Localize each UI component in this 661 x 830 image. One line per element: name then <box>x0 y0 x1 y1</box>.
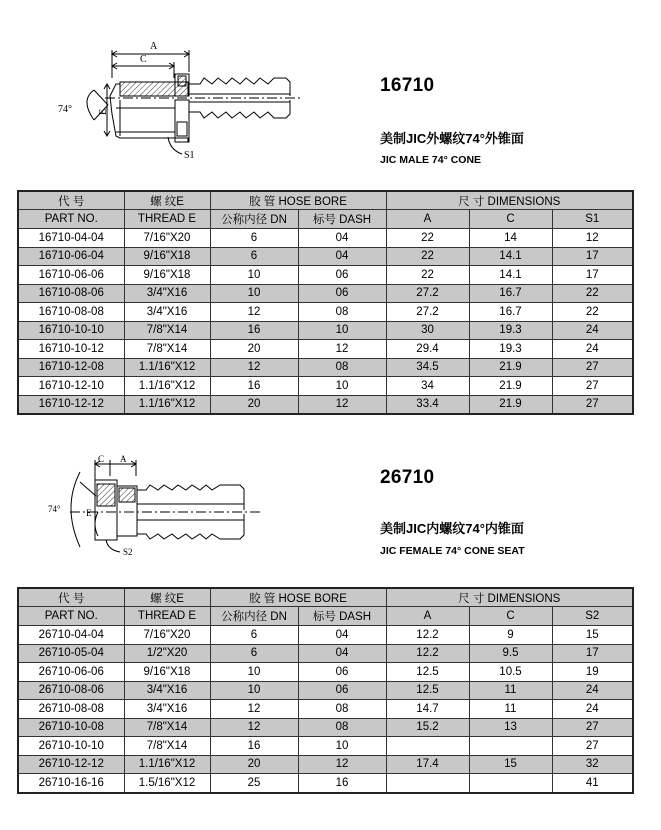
cell-dim-c: 16.7 <box>469 303 552 322</box>
cell-dim-s: 41 <box>552 774 633 793</box>
cell-thread: 3/4"X16 <box>124 284 210 303</box>
table-row <box>18 358 633 377</box>
dim-e-label: E <box>86 508 92 518</box>
cell-dim-c: 16.7 <box>469 284 552 303</box>
cell-dim-a <box>386 774 469 793</box>
spec-table-female <box>17 587 634 794</box>
cell-thread: 9/16"X18 <box>124 247 210 266</box>
cell-dn: 16 <box>210 737 298 756</box>
table-row <box>18 681 633 700</box>
cell-part-no: 16710-12-12 <box>18 395 124 414</box>
cell-dim-a: 22 <box>386 229 469 248</box>
cell-dim-s: 24 <box>552 700 633 719</box>
cell-dim-a: 17.4 <box>386 755 469 774</box>
cell-part-no: 16710-10-10 <box>18 321 124 340</box>
cell-dim-c: 15 <box>469 755 552 774</box>
cell-part-no: 16710-04-04 <box>18 229 124 248</box>
cell-dn: 12 <box>210 358 298 377</box>
cell-dash: 16 <box>298 774 386 793</box>
header-dimensions: 尺 寸 DIMENSIONS <box>386 191 633 210</box>
cell-dash: 12 <box>298 395 386 414</box>
header-part-no-cn: 代 号 <box>18 191 124 210</box>
cell-dash: 08 <box>298 358 386 377</box>
cell-dim-s: 27 <box>552 718 633 737</box>
cell-dim-c: 11 <box>469 681 552 700</box>
cell-dim-c: 14 <box>469 229 552 248</box>
table-row <box>18 718 633 737</box>
cell-part-no: 16710-08-06 <box>18 284 124 303</box>
dim-c-label: C <box>98 454 105 464</box>
cell-part-no: 16710-12-10 <box>18 377 124 396</box>
cell-part-no: 16710-12-08 <box>18 358 124 377</box>
cell-thread: 9/16"X18 <box>124 663 210 682</box>
cell-dn: 12 <box>210 303 298 322</box>
cell-dash: 06 <box>298 681 386 700</box>
cell-dim-a: 12.2 <box>386 626 469 645</box>
header-part-no: PART NO. <box>18 607 124 626</box>
cell-dim-a: 12.5 <box>386 681 469 700</box>
title-english-2: JIC FEMALE 74° CONE SEAT <box>380 545 525 557</box>
cell-part-no: 26710-12-12 <box>18 755 124 774</box>
cell-dim-c: 11 <box>469 700 552 719</box>
table-row <box>18 284 633 303</box>
cell-dash: 10 <box>298 737 386 756</box>
angle-label: 74° <box>58 104 72 115</box>
title-chinese-2: 美制JIC内螺纹74°内锥面 <box>380 521 524 536</box>
male-fitting-drawing <box>50 38 310 168</box>
cell-dash: 12 <box>298 755 386 774</box>
hex-size-label: S2 <box>123 547 133 557</box>
cell-thread: 1.1/16"X12 <box>124 358 210 377</box>
header-c: C <box>469 607 552 626</box>
cell-dash: 10 <box>298 321 386 340</box>
cell-dim-c: 14.1 <box>469 247 552 266</box>
angle-label: 74° <box>48 504 61 514</box>
cell-thread: 9/16"X18 <box>124 266 210 285</box>
table-row <box>18 774 633 793</box>
table-row <box>18 321 633 340</box>
cell-part-no: 16710-06-06 <box>18 266 124 285</box>
cell-dim-c: 13 <box>469 718 552 737</box>
cell-dn: 10 <box>210 284 298 303</box>
cell-dn: 10 <box>210 266 298 285</box>
cell-dim-c <box>469 774 552 793</box>
header-a: A <box>386 210 469 229</box>
cell-dash: 06 <box>298 266 386 285</box>
cell-dim-s: 15 <box>552 626 633 645</box>
table-row <box>18 700 633 719</box>
header-part-no: PART NO. <box>18 210 124 229</box>
header-dn: 公称内径 DN <box>210 607 298 626</box>
cell-dim-s: 17 <box>552 644 633 663</box>
cell-thread: 1.1/16"X12 <box>124 755 210 774</box>
cell-dn: 20 <box>210 755 298 774</box>
cell-part-no: 26710-10-08 <box>18 718 124 737</box>
table-row <box>18 229 633 248</box>
title-english: JIC MALE 74° CONE <box>380 154 482 166</box>
table-row <box>18 626 633 645</box>
cell-thread: 3/4"X16 <box>124 303 210 322</box>
cell-dn: 6 <box>210 626 298 645</box>
cell-dim-s: 17 <box>552 247 633 266</box>
header-thread: THREAD E <box>124 607 210 626</box>
table-row <box>18 266 633 285</box>
cell-thread: 1.1/16"X12 <box>124 377 210 396</box>
cell-part-no: 16710-08-08 <box>18 303 124 322</box>
cell-part-no: 26710-04-04 <box>18 626 124 645</box>
cell-dim-a: 15.2 <box>386 718 469 737</box>
cell-dash: 06 <box>298 663 386 682</box>
cell-dim-c: 9 <box>469 626 552 645</box>
cell-dim-c: 10.5 <box>469 663 552 682</box>
header-s: S1 <box>552 210 633 229</box>
header-dn: 公称内径 DN <box>210 210 298 229</box>
header-part-no-cn: 代 号 <box>18 588 124 607</box>
cell-dn: 16 <box>210 321 298 340</box>
dim-a-label: A <box>150 41 158 52</box>
cell-dim-a: 12.2 <box>386 644 469 663</box>
cell-dim-a: 33.4 <box>386 395 469 414</box>
cell-thread: 7/8"X14 <box>124 718 210 737</box>
header-a: A <box>386 607 469 626</box>
cell-dim-c: 21.9 <box>469 377 552 396</box>
cell-dim-s: 12 <box>552 229 633 248</box>
table-row <box>18 663 633 682</box>
cell-dim-c <box>469 737 552 756</box>
cell-dash: 08 <box>298 700 386 719</box>
header-thread-cn: 螺 纹E <box>124 191 210 210</box>
header-c: C <box>469 210 552 229</box>
table-row <box>18 303 633 322</box>
cell-dim-a <box>386 737 469 756</box>
cell-dim-c: 19.3 <box>469 340 552 359</box>
cell-dim-a: 27.2 <box>386 303 469 322</box>
cell-part-no: 26710-06-06 <box>18 663 124 682</box>
title-chinese: 美制JIC外螺纹74°外锥面 <box>380 131 524 146</box>
cell-thread: 3/4"X16 <box>124 700 210 719</box>
table-row <box>18 737 633 756</box>
cell-part-no: 26710-08-08 <box>18 700 124 719</box>
cell-thread: 7/8"X14 <box>124 737 210 756</box>
cell-dash: 06 <box>298 284 386 303</box>
cell-dim-c: 9.5 <box>469 644 552 663</box>
cell-dim-s: 24 <box>552 321 633 340</box>
cell-dn: 20 <box>210 340 298 359</box>
cell-dim-a: 22 <box>386 266 469 285</box>
cell-dash: 04 <box>298 229 386 248</box>
header-s: S2 <box>552 607 633 626</box>
table-row <box>18 340 633 359</box>
cell-dim-s: 27 <box>552 377 633 396</box>
cell-thread: 1.5/16"X12 <box>124 774 210 793</box>
cell-dim-s: 22 <box>552 284 633 303</box>
cell-dim-s: 27 <box>552 737 633 756</box>
header-thread-cn: 螺 纹E <box>124 588 210 607</box>
cell-part-no: 26710-05-04 <box>18 644 124 663</box>
cell-dn: 12 <box>210 700 298 719</box>
cell-part-no: 16710-10-12 <box>18 340 124 359</box>
cell-dim-s: 24 <box>552 340 633 359</box>
table-row <box>18 395 633 414</box>
cell-thread: 7/16"X20 <box>124 626 210 645</box>
cell-dim-a: 29.4 <box>386 340 469 359</box>
cell-dim-a: 14.7 <box>386 700 469 719</box>
cell-dn: 16 <box>210 377 298 396</box>
cell-part-no: 26710-16-16 <box>18 774 124 793</box>
cell-dn: 20 <box>210 395 298 414</box>
cell-part-no: 26710-10-10 <box>18 737 124 756</box>
cell-dim-a: 30 <box>386 321 469 340</box>
header-dimensions: 尺 寸 DIMENSIONS <box>386 588 633 607</box>
cell-dn: 10 <box>210 663 298 682</box>
cell-dash: 12 <box>298 340 386 359</box>
cell-thread: 7/8"X14 <box>124 321 210 340</box>
cell-dash: 04 <box>298 626 386 645</box>
cell-dash: 10 <box>298 377 386 396</box>
table-row <box>18 377 633 396</box>
part-series-code: 16710 <box>380 75 435 96</box>
cell-part-no: 26710-08-06 <box>18 681 124 700</box>
dim-a-label: A <box>120 454 127 464</box>
cell-dim-s: 24 <box>552 681 633 700</box>
cell-dim-a: 12.5 <box>386 663 469 682</box>
header-hose-bore: 胶 管 HOSE BORE <box>210 588 386 607</box>
header-dash: 标号 DASH <box>298 210 386 229</box>
cell-thread: 3/4"X16 <box>124 681 210 700</box>
table-row <box>18 247 633 266</box>
table-row <box>18 755 633 774</box>
cell-dim-a: 34 <box>386 377 469 396</box>
cell-dash: 04 <box>298 644 386 663</box>
dim-c-label: C <box>140 54 147 65</box>
cell-dim-a: 27.2 <box>386 284 469 303</box>
cell-thread: 7/16"X20 <box>124 229 210 248</box>
cell-dim-a: 22 <box>386 247 469 266</box>
cell-dn: 25 <box>210 774 298 793</box>
cell-dn: 12 <box>210 718 298 737</box>
cell-thread: 1/2"X20 <box>124 644 210 663</box>
header-hose-bore: 胶 管 HOSE BORE <box>210 191 386 210</box>
cell-dim-a: 34.5 <box>386 358 469 377</box>
table-row <box>18 644 633 663</box>
cell-dim-s: 22 <box>552 303 633 322</box>
spec-table-male <box>17 190 634 415</box>
female-fitting-drawing <box>40 452 270 567</box>
cell-dn: 6 <box>210 644 298 663</box>
cell-dn: 6 <box>210 247 298 266</box>
cell-dim-s: 32 <box>552 755 633 774</box>
cell-thread: 1.1/16"X12 <box>124 395 210 414</box>
cell-dash: 08 <box>298 718 386 737</box>
cell-dim-s: 17 <box>552 266 633 285</box>
cell-dn: 10 <box>210 681 298 700</box>
hex-size-label: S1 <box>184 150 195 161</box>
dim-e-label: E <box>98 108 109 115</box>
cell-dim-c: 21.9 <box>469 395 552 414</box>
header-dash: 标号 DASH <box>298 607 386 626</box>
cell-dim-s: 19 <box>552 663 633 682</box>
part-series-code-2: 26710 <box>380 467 435 488</box>
cell-dn: 6 <box>210 229 298 248</box>
cell-dim-c: 21.9 <box>469 358 552 377</box>
cell-part-no: 16710-06-04 <box>18 247 124 266</box>
header-thread: THREAD E <box>124 210 210 229</box>
cell-thread: 7/8"X14 <box>124 340 210 359</box>
cell-dim-c: 14.1 <box>469 266 552 285</box>
cell-dim-s: 27 <box>552 395 633 414</box>
cell-dash: 04 <box>298 247 386 266</box>
cell-dim-c: 19.3 <box>469 321 552 340</box>
cell-dash: 08 <box>298 303 386 322</box>
cell-dim-s: 27 <box>552 358 633 377</box>
